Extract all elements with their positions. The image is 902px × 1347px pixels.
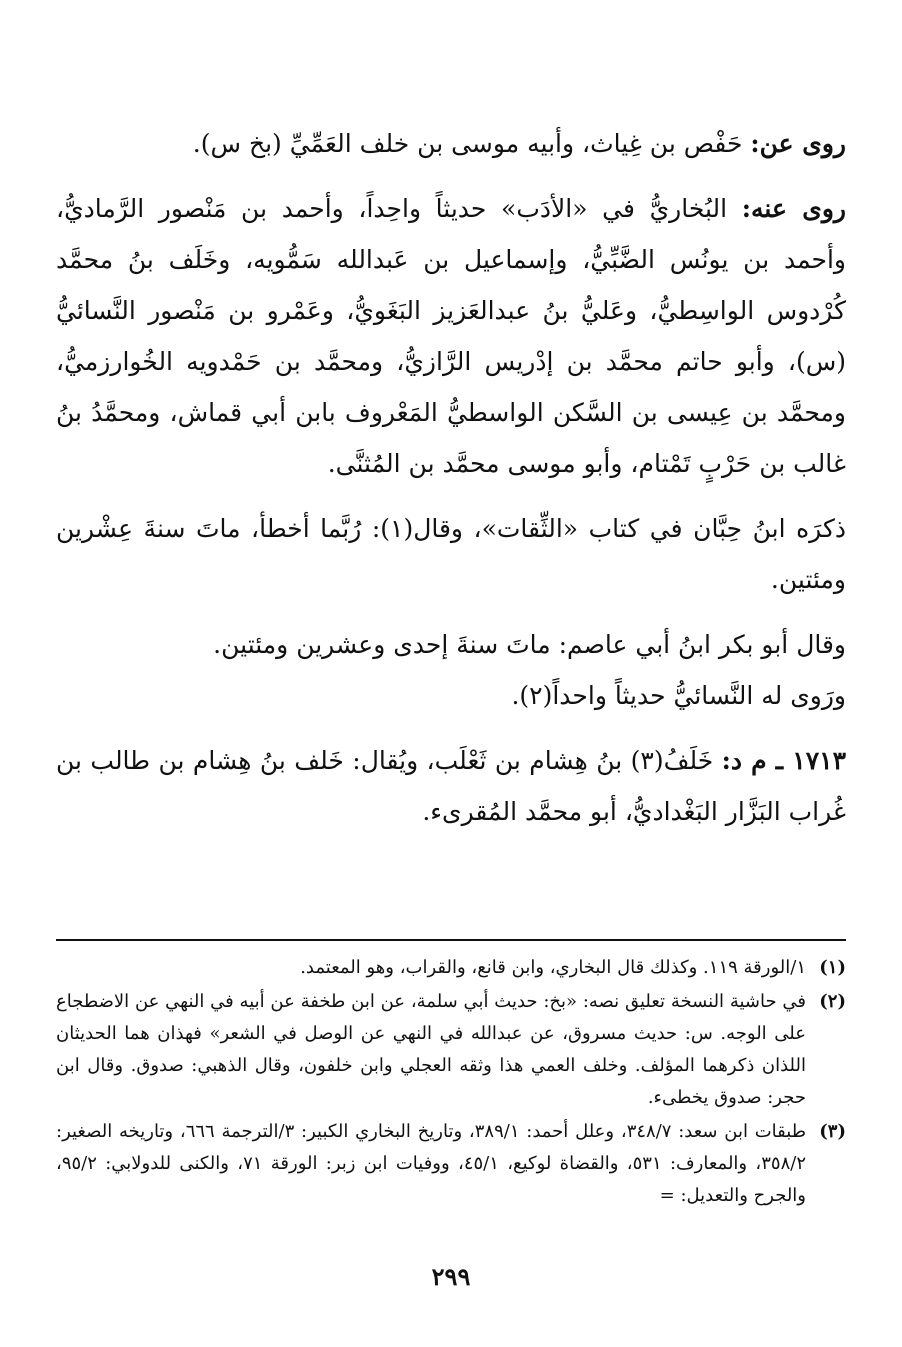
paragraph-text: ورَوى له النَّسائيُّ حديثاً واحداً(٢). (511, 681, 846, 710)
paragraph-text: حَفْص بن غِياث، وأبيه موسى بن خلف العَمِّيِّ (بخ س). (192, 129, 743, 158)
entry-text: خَلَفُ(٣) بنُ هِشام بن ثَعْلَب، ويُقال: خَلف بنُ هِشام بن طالب بن غُراب البَزَّار البَغْداديُّ، أبو محمَّد المُقرىء. (56, 746, 846, 826)
footnote-text: ١/الورقة ١١٩. وكذلك قال البخاري، وابن قانع، والقراب، وهو المعتمد. (300, 957, 806, 978)
footnote-number: (٢) (819, 991, 846, 1012)
footnote-number: (١) (819, 957, 846, 978)
paragraph-ibn-hibban (56, 503, 846, 605)
entry-number: ١٧١٣ ـ م د: (721, 746, 846, 775)
paragraph-lead: روى عن: (750, 129, 846, 158)
paragraph-ibn-abi-asim (56, 619, 846, 670)
page-number: ٢٩٩ (431, 1262, 471, 1291)
paragraph-lead: روى عنه: (741, 194, 847, 223)
paragraph-narrated-by (56, 183, 846, 489)
paragraph-text: البُخاريُّ في «الأدَب» حديثاً واحِداً، وأحمد بن مَنْصور الرَّماديُّ، وأحمد بن يونُس الضَّبِّيُّ، وإسماعيل بن عَبدالله سَمُّويه، وخَلَف بنُ محمَّد كُرْدوس الواسِطيُّ، وعَليُّ بنُ عبدالعَزيز البَغَويُّ، وعَمْرو بن مَنْصور النَّسائيُّ (س)، وأبو حاتم محمَّد بن إدْريس الرَّازيُّ، ومحمَّد بن حَمْدويه الخُوارزميُّ، ومحمَّد بن عِيسى بن السَّكن الواسطيُّ المَعْروف بابن أبي قماش، ومحمَّدُ بنُ غالب بن حَرْبٍ تَمْتام، وأبو موسى محمَّد بن المُثنَّى. (56, 194, 846, 478)
entry-heading (56, 735, 846, 837)
footnote-1 (56, 952, 846, 984)
footnote-2 (56, 986, 846, 1114)
footnote-text: طبقات ابن سعد: ٣٤٨/٧، وعلل أحمد: ٣٨٩/١، وتاريخ البخاري الكبير: ٣/الترجمة ٦٦٦، وتاريخه الصغير: ٣٥٨/٢، والمعارف: ٥٣١، والقضاة لوكيع، ٤٥/١، ووفيات ابن زبر: الورقة ٧١، والكنى للدولابي: ٩٥/٢، والجرح والتعديل: = (56, 1121, 807, 1206)
main-text (56, 118, 846, 851)
paragraph-narrated-from (56, 118, 846, 169)
footnote-text: في حاشية النسخة تعليق نصه: «بخ: حديث أبي سلمة، عن ابن طخفة عن أبيه في النهي عن الاضطجاع على الوجه. س: حديث مسروق، عن عبدالله في النهي عن الوصل في الشعر» فهذان هما الحديثان اللذان ذكرهما المؤلف. وخلف العمي هذا وثقه العجلي وابن خلفون، وقال الذهبي: صدوق. وقال ابن حجر: صدوق يخطىء. (56, 991, 806, 1108)
paragraph-nasai (56, 670, 846, 721)
paragraph-text: ذكرَه ابنُ حِبَّان في كتاب «الثِّقات»، وقال(١): رُبَّما أخطأ، ماتَ سنةَ عِشْرين ومئتين. (56, 514, 847, 594)
footnote-3 (56, 1116, 846, 1212)
paragraph-text: وقال أبو بكر ابنُ أبي عاصم: ماتَ سنةَ إحدى وعشرين ومئتين. (213, 630, 846, 659)
footnote-number: (٣) (819, 1121, 846, 1142)
footnote-divider (56, 939, 846, 941)
footnotes (56, 952, 846, 1214)
